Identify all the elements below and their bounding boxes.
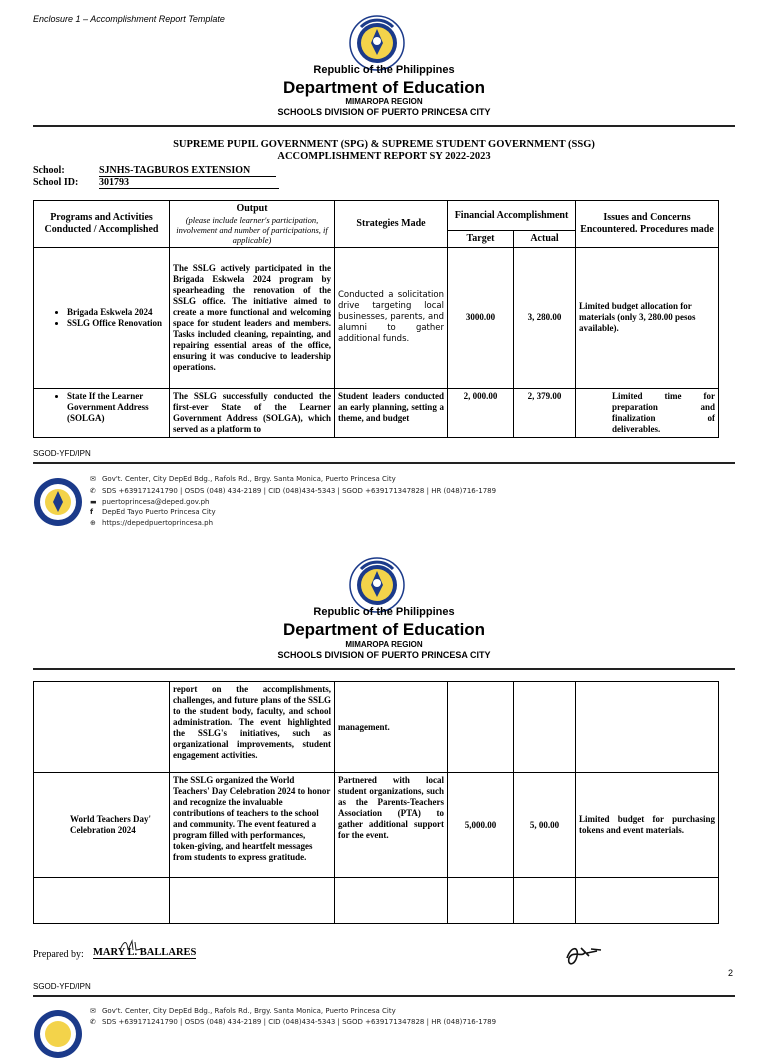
header-output: Output (please include learner's participation, involvement and number of participations, if applicable) — [170, 201, 335, 248]
footer-website: ⊕ https://depedpuertoprincesa.ph — [90, 519, 214, 527]
footer-phones: ✆ SDS +639171241790 | OSDS (048) 434-2189 | CID (048)434-5343 | SGOD +639171347828 | HR (048)716-1789 — [90, 1018, 497, 1026]
header-divider — [33, 668, 735, 670]
output-note: (please include learner's participation, involvement and number of participations, if applicable) — [176, 214, 328, 245]
issues-cell: Limited budget for purchasing tokens and event materials. — [576, 773, 719, 878]
division-label: SCHOOLS DIVISION OF PUERTO PRINCESA CITY — [277, 650, 491, 660]
deped-seal-icon — [349, 15, 405, 71]
division-seal-icon — [33, 477, 83, 527]
department-title: Department of Education — [282, 620, 486, 639]
target-cell: 2, 000.00 — [448, 388, 514, 437]
school-value: SJNHS-TAGBUROS EXTENSION — [99, 165, 276, 177]
programs-cell — [34, 388, 170, 437]
footer-address: ✉ Gov't. Center, City DepEd Bdg., Rafols Rd., Brgy. Santa Monica, Puerto Princesa City — [90, 475, 396, 483]
footer-divider — [33, 462, 735, 464]
footer-facebook: f DepEd Tayo Puerto Princesa City — [90, 508, 216, 516]
signature-mark — [563, 944, 607, 970]
globe-icon: ⊕ — [90, 519, 96, 527]
footer-address: ✉ Gov't. Center, City DepEd Bdg., Rafols Rd., Brgy. Santa Monica, Puerto Princesa City — [90, 1007, 396, 1015]
table-row — [34, 247, 719, 388]
report-title-line2: ACCOMPLISHMENT REPORT SY 2022-2023 — [277, 151, 491, 162]
issues-cell: Limited budget allocation for materials (only 3, 280.00 pesos available). — [576, 247, 719, 388]
footer-phones: ✆ SDS +639171241790 | OSDS (048) 434-2189 | CID (048)434-5343 | SGOD +639171347828 | HR (048)716-1789 — [90, 487, 497, 495]
mail-icon: ✉ — [90, 475, 96, 483]
report-title-line1: SUPREME PUPIL GOVERNMENT (SPG) & SUPREME STUDENT GOVERNMENT (SSG) — [173, 139, 595, 150]
header-programs: Programs and Activities Conducted / Accomplished — [34, 201, 170, 248]
issues-cell — [576, 682, 719, 773]
issues-cell: Limited time for preparation and finalization of deliverables. — [576, 388, 719, 437]
program-item: • SSLG Office Renovation — [67, 318, 166, 329]
programs-cell — [34, 247, 170, 388]
phone-icon: ✆ — [90, 1018, 96, 1026]
accomplishment-table-page1 — [33, 200, 719, 438]
strategies-cell: Student leaders conducted an early planning, setting a theme, and budget — [335, 388, 448, 437]
footer-code: SGOD-YFD/IPN — [33, 982, 91, 991]
mail-icon: ✉ — [90, 1007, 96, 1015]
actual-cell — [514, 682, 576, 773]
target-cell: 5,000.00 — [448, 773, 514, 878]
program-item: • State If the Learner Government Address (SOLGA) — [67, 391, 166, 424]
email-icon: ▬ — [90, 498, 97, 506]
school-id-value: 301793 — [99, 177, 279, 189]
division-seal-icon — [33, 1009, 83, 1059]
header-issues: Issues and Concerns Encountered. Procedures made — [576, 201, 719, 248]
actual-cell: 3, 280.00 — [514, 247, 576, 388]
deped-seal-icon — [349, 557, 405, 613]
header-divider — [33, 125, 735, 127]
output-cell: The SSLG organized the World Teachers' Day Celebration 2024 to honor and recognize the invaluable contributions of teachers to the school and community. The event featured a program filled with performances, token-giving, and heartfelt messages from students to express gratitude. — [170, 773, 335, 878]
table-row — [34, 388, 719, 437]
strategies-cell: Conducted a solicitation drive targeting local businesses, parents, and alumni to gather additional funds. — [335, 247, 448, 388]
actual-cell: 5, 00.00 — [514, 773, 576, 878]
division-label: SCHOOLS DIVISION OF PUERTO PRINCESA CITY — [277, 107, 491, 117]
output-cell: The SSLG actively participated in the Brigada Eskwela 2024 program by spearheading the renovation of the SSLG office. The initiative aimed to create a more functional and welcoming space for student leaders and members. Tasks included cleaning, repainting, and repairing essential areas of the office, ensuring it was conducive to leadership operations. — [170, 247, 335, 388]
target-cell: 3000.00 — [448, 247, 514, 388]
output-cell: The SSLG successfully conducted the first-ever State of the Learner Government Address (SOLGA), which served as a platform to — [170, 388, 335, 437]
initials-signature — [118, 938, 148, 954]
output-cell: report on the accomplishments, challenges, and future plans of the SSLG to the student body, faculty, and school administration. The event highlighted the SSLG's initiatives, such as organizational improvements, student engagement activities. — [170, 682, 335, 773]
footer-divider — [33, 995, 735, 997]
header-strategies: Strategies Made — [335, 201, 448, 248]
strategies-cell: Partnered with local student organizations, such as the Parents-Teachers Association (PTA) to gather additional support for the event. — [335, 773, 448, 878]
header-financial: Financial Accomplishment — [448, 201, 576, 231]
republic-title: Republic of the Philippines — [313, 606, 455, 618]
header-actual: Actual — [514, 230, 576, 247]
programs-cell — [34, 682, 170, 773]
footer-email: ▬ puertoprincesa@deped.gov.ph — [90, 498, 210, 506]
table-row-empty — [34, 878, 719, 924]
footer-code: SGOD-YFD/IPN — [33, 449, 91, 458]
facebook-icon: f — [90, 508, 94, 516]
prepared-by-label: Prepared by: — [33, 949, 84, 960]
phone-icon: ✆ — [90, 487, 96, 495]
republic-title: Republic of the Philippines — [313, 64, 455, 76]
school-id-label: School ID: — [33, 177, 79, 188]
region-label: MIMAROPA REGION — [345, 97, 423, 106]
department-title: Department of Education — [282, 78, 486, 97]
actual-cell: 2, 379.00 — [514, 388, 576, 437]
region-label: MIMAROPA REGION — [345, 640, 423, 649]
target-cell — [448, 682, 514, 773]
page-number: 2 — [728, 968, 734, 978]
school-label: School: — [33, 165, 65, 176]
table-row — [34, 682, 719, 773]
prepared-by-name: MARY L. BALLARES — [93, 947, 197, 958]
header-target: Target — [448, 230, 514, 247]
programs-cell: World Teachers Day' Celebration 2024 — [34, 773, 170, 878]
program-item: • Brigada Eskwela 2024 — [67, 307, 166, 318]
strategies-cell: management. — [335, 682, 448, 773]
enclosure-label: Enclosure 1 – Accomplishment Report Template — [33, 14, 225, 24]
accomplishment-table-page2 — [33, 681, 719, 924]
table-row — [34, 773, 719, 878]
